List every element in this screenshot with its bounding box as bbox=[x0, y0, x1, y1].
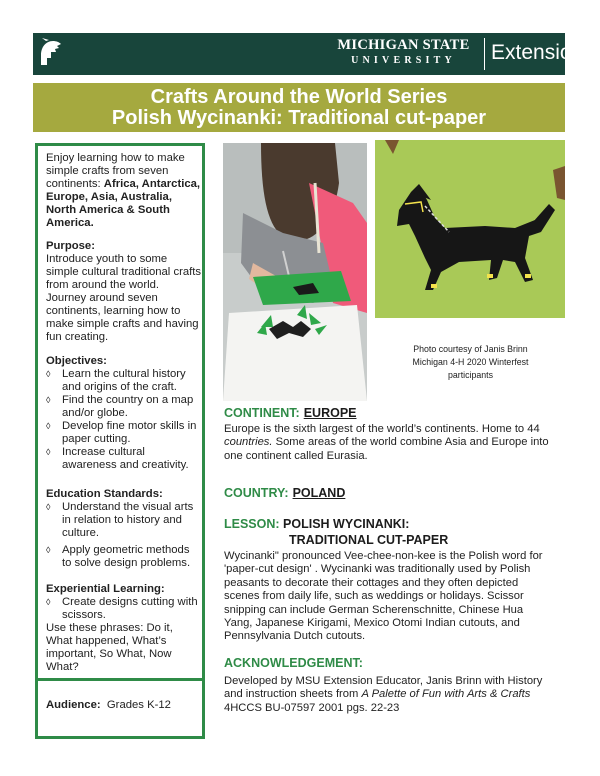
bullet-icon: ◊ bbox=[46, 369, 51, 379]
extension-label: Extension bbox=[491, 41, 584, 64]
lesson-value: POLISH WYCINANKI: bbox=[283, 517, 410, 531]
bullet-icon: ◊ bbox=[46, 447, 51, 457]
acknowledgement-heading: ACKNOWLEDGEMENT: bbox=[224, 656, 363, 670]
objectives-section bbox=[46, 355, 202, 472]
title-band bbox=[33, 83, 565, 132]
bullet-icon: ◊ bbox=[46, 421, 51, 431]
standards-section bbox=[46, 488, 202, 570]
objectives-heading: Objectives: bbox=[46, 355, 107, 367]
photo-caption-participants: participants bbox=[448, 370, 493, 380]
craft-title: Polish Wycinanki: Traditional cut-paper bbox=[111, 107, 487, 129]
series-title: Crafts Around the World Series bbox=[150, 86, 448, 108]
bullet-icon: ◊ bbox=[46, 597, 51, 607]
experiential-section bbox=[46, 583, 202, 674]
purpose-text: Introduce youth to some simple cultural traditional crafts from around the world. Journey around seven continents, learning how to make simple crafts and having fun creating. bbox=[46, 253, 202, 343]
audience-value: Grades K-12 bbox=[106, 699, 171, 711]
list-item: ◊ Learn the cultural history and origins of the craft. bbox=[46, 368, 186, 393]
lesson-text: Wycinanki" pronounced Vee-chee-non-kee is the Polish word for 'paper-cut design' . Wycinanki was traditionally used by Polish peasants to decorate their cottages and they often depicted scenes from daily life, such as weddings or holidays. Scissor snipping can include German Scherenschnitte, Chinese Hua Yang, Japanese Kirigami, Mexico Otomi Indian cutouts, and Pennsylvania Dutch cutouts. bbox=[224, 550, 543, 643]
list-item: ◊ Apply geometric methods to solve design problems. bbox=[46, 544, 191, 569]
lesson-subheading bbox=[289, 533, 448, 548]
lesson-heading bbox=[224, 517, 409, 532]
list-item: ◊ Increase cultural awareness and creativity. bbox=[46, 446, 189, 471]
photo-child-cutting-paper bbox=[223, 143, 367, 401]
photo-horse-cutout bbox=[375, 140, 565, 318]
list-item: ◊ Find the country on a map and/or globe. bbox=[46, 394, 194, 419]
phrases-text: Use these phrases: Do it, What happened, What’s important, So What, Now What? bbox=[46, 622, 173, 673]
country-label: COUNTRY: bbox=[224, 486, 289, 500]
bullet-icon: ◊ bbox=[46, 502, 51, 512]
audience-label: Audience: bbox=[46, 699, 101, 711]
header-band bbox=[33, 33, 584, 75]
university-name: MICHIGAN STATE bbox=[337, 37, 470, 53]
sidebar-divider bbox=[35, 678, 205, 681]
audience-line bbox=[46, 699, 202, 712]
photo-caption-credit: Photo courtesy of Janis Brinn bbox=[413, 344, 528, 354]
standards-list bbox=[46, 501, 202, 570]
intro-continents: Africa, Antarctica, Europe, Asia, Australia, North America & South America. bbox=[46, 178, 201, 229]
continent-heading bbox=[224, 406, 357, 421]
lesson-value-2: TRADITIONAL CUT-PAPER bbox=[289, 533, 449, 547]
acknowledgement-text: Developed by MSU Extension Educator, Janis Brinn with History and instruction sheets from A Palette of Fun with Arts & Crafts 4HCCS BU-07597 2001 pgs. 22-23 bbox=[224, 675, 543, 714]
standards-heading: Education Standards: bbox=[46, 488, 163, 500]
list-item: ◊ Develop fine motor skills in paper cutting. bbox=[46, 420, 197, 445]
intro-text: Enjoy learning how to make simple crafts from seven continents: bbox=[46, 152, 185, 190]
bullet-icon: ◊ bbox=[46, 545, 51, 555]
child-crafting-illustration bbox=[223, 143, 367, 401]
lesson-label: LESSON: bbox=[224, 517, 280, 531]
objectives-list bbox=[46, 368, 202, 472]
country-heading bbox=[224, 486, 345, 501]
list-item: ◊ Create designs cutting with scissors. bbox=[46, 596, 198, 621]
list-item: ◊ Understand the visual arts in relation to history and culture. bbox=[46, 501, 194, 539]
photo-caption-event: Michigan 4-H 2020 Winterfest bbox=[412, 357, 529, 367]
sidebar-intro bbox=[46, 152, 202, 230]
experiential-list bbox=[46, 596, 202, 622]
purpose-section bbox=[46, 240, 202, 344]
logo-divider bbox=[484, 38, 485, 70]
university-word: UNIVERSITY bbox=[351, 55, 456, 66]
purpose-heading: Purpose: bbox=[46, 240, 95, 252]
continent-label: CONTINENT: bbox=[224, 406, 300, 420]
experiential-heading: Experiential Learning: bbox=[46, 583, 165, 595]
country-value: POLAND bbox=[292, 486, 346, 500]
horse-cutout-illustration bbox=[375, 140, 565, 318]
continent-text: Europe is the sixth largest of the world’s continents. Home to 44 countries. Some areas of the world combine Asia and Europe into one continent called Eurasia. bbox=[224, 423, 549, 462]
bullet-icon: ◊ bbox=[46, 395, 51, 405]
spartan-helmet-icon bbox=[38, 38, 64, 68]
continent-value: EUROPE bbox=[303, 406, 357, 420]
